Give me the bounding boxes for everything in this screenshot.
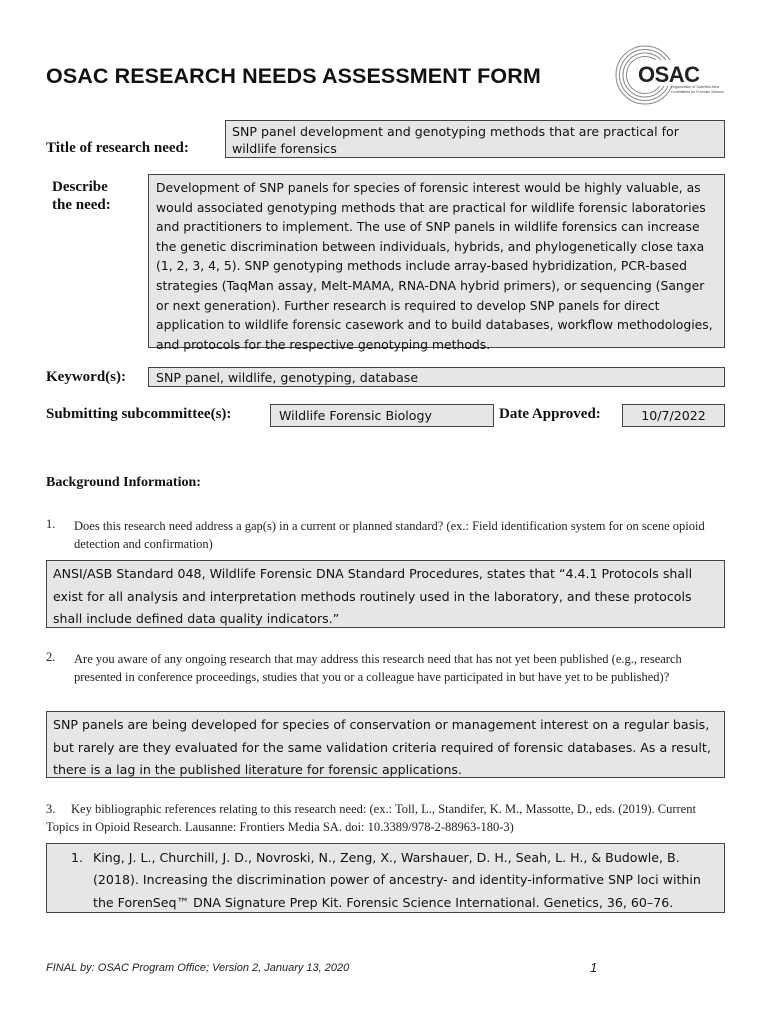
question-2-answer[interactable]: SNP panels are being developed for species of conservation or management interest on a regular basis, but rarely are they evaluated for the same validation criteria required of forensic databases. As a result, there is a lag in the published literature for forensic applications. — [46, 711, 725, 778]
page-number: 1 — [590, 960, 598, 975]
question-2-text: Are you aware of any ongoing research that may address this research need that has not yet been published (e.g., research presented in conference proceedings, studies that you or a colleague have participated in but have yet to be published)? — [74, 652, 682, 684]
subcommittee-field[interactable]: Wildlife Forensic Biology — [270, 404, 494, 427]
reference-number: 1. — [71, 850, 84, 865]
describe-need-label-line2: the need: — [52, 197, 111, 213]
reference-item — [71, 847, 718, 914]
title-of-need-label: Title of research need: — [46, 140, 189, 156]
keywords-field[interactable]: SNP panel, wildlife, genotyping, database — [148, 367, 725, 387]
title-of-need-field[interactable]: SNP panel development and genotyping methods that are practical for wildlife forensics — [225, 120, 725, 158]
footer-version: FINAL by: OSAC Program Office; Version 2, January 13, 2020 — [46, 962, 350, 974]
question-3-number: 3. — [46, 802, 56, 816]
date-approved-label: Date Approved: — [499, 406, 601, 422]
osac-logo — [612, 44, 740, 106]
background-heading: Background Information: — [46, 475, 201, 490]
question-1-text: Does this research need address a gap(s) in a current or planned standard? (ex.: Field identification system for on scene opioid detection and confirmation) — [74, 519, 705, 551]
describe-need-field[interactable]: Development of SNP panels for species of forensic interest would be highly valuable, as would associated genotyping methods that are practical for wildlife forensic laboratories and practitioners to implement. The use of SNP panels in wildlife forensics can increase the genetic discrimination between individuals, hybrids, and phylogenetically close taxa (1, 2, 3, 4, 5). SNP genotyping methods include array-based hybridization, PCR-based strategies (TaqMan assay, Melt-MAMA, RNA-DNA hybrid primers), or sequencing (Sanger or next generation). Further research is required to develop SNP panels for direct application to wildlife forensic casework and to build databases, workflow methodologies, and protocols for the respective genotyping methods. — [148, 174, 725, 348]
logo-wordmark: OSAC — [638, 62, 700, 87]
osac-logo-graphic — [612, 44, 740, 106]
form-title: OSAC RESEARCH NEEDS ASSESSMENT FORM — [46, 64, 541, 88]
question-3-body: Key bibliographic references relating to this research need: (ex.: Toll, L., Standifer, K. M., Massotte, D., eds. (2019). Current Topics in Opioid Research. Lausanne: Frontiers Media SA. doi: 10.3389/978-2-88963-180-3) — [46, 802, 696, 834]
question-2-number: 2. — [46, 650, 56, 664]
logo-subtext-2: Committees for Forensic Science — [671, 90, 724, 94]
describe-need-label — [52, 178, 111, 214]
question-1-number: 1. — [46, 517, 56, 531]
question-3-text — [46, 800, 726, 836]
logo-subtext-1: Organization of Scientific Area — [671, 85, 720, 89]
subcommittee-label: Submitting subcommittee(s): — [46, 406, 232, 422]
question-1-answer[interactable]: ANSI/ASB Standard 048, Wildlife Forensic DNA Standard Procedures, states that “4.4.1 Protocols shall exist for all analysis and interpretation methods routinely used in the laboratory, and these protocols shall include defined data quality indicators.” — [46, 560, 725, 628]
question-3-answer[interactable] — [46, 843, 725, 913]
keywords-label: Keyword(s): — [46, 369, 126, 385]
date-approved-field[interactable]: 10/7/2022 — [622, 404, 725, 427]
describe-need-label-line1: Describe — [52, 179, 108, 195]
reference-text: King, J. L., Churchill, J. D., Novroski, N., Zeng, X., Warshauer, D. H., Seah, L. H., & Budowle, B. (2018). Increasing the discrimination power of ancestry- and identity-informative SNP loci within the ForenSeq™ DNA Signature Prep Kit. Forensic Science International. Genetics, 36, 60–76. — [93, 850, 701, 910]
